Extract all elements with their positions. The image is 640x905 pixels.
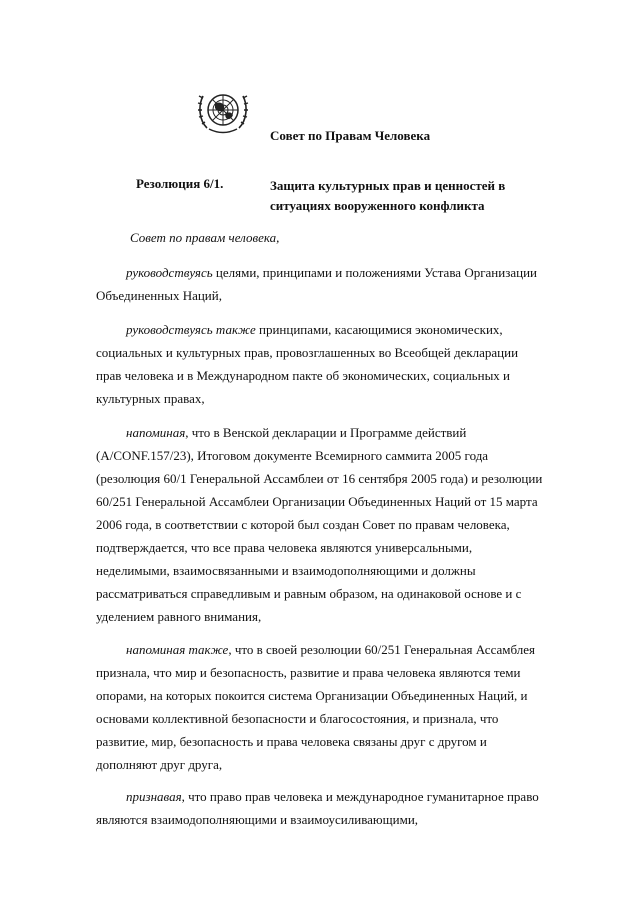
paragraph-line: являются взаимодополняющими и взаимоусиливающими, bbox=[96, 812, 419, 827]
paragraph-line: дополняют друг друга, bbox=[96, 757, 223, 772]
paragraph-lead: руководствуясь также bbox=[126, 322, 256, 337]
preamble-paragraph bbox=[96, 638, 535, 776]
paragraph-line: развитие, мир, безопасность и права человека связаны друг с другом и bbox=[96, 734, 487, 749]
paragraph-line: прав человека и в Международном пакте об экономических, социальных и bbox=[96, 368, 511, 383]
paragraph-line: подтверждается, что все права человека являются универсальными, bbox=[96, 540, 473, 555]
paragraph-lead: напоминая bbox=[126, 425, 186, 440]
paragraph-line bbox=[96, 261, 537, 284]
council-title: Совет по Правам Человека bbox=[270, 128, 431, 143]
preamble-paragraph bbox=[96, 785, 539, 831]
paragraph-line: 60/251 Генеральной Ассамблеи Организации Объединенных Наций от 15 марта bbox=[96, 494, 538, 509]
paragraph-line: признала, что мир и безопасность, развитие и права человека являются теми bbox=[96, 665, 521, 680]
paragraph-line: рассматриваться справедливым и равным образом, на одинаковой основе и с bbox=[96, 586, 522, 601]
paragraph-line: уделением равного внимания, bbox=[96, 609, 262, 624]
resolution-number: Резолюция 6/1. bbox=[136, 176, 224, 191]
paragraph-line: культурных правах, bbox=[96, 391, 205, 406]
paragraph-line: неделимыми, взаимосвязанными и взаимодополняющими и должны bbox=[96, 563, 476, 578]
paragraph-text: , что право прав человека и международное гуманитарное право bbox=[181, 789, 539, 804]
resolution-title-line: Защита культурных прав и ценностей в bbox=[270, 178, 506, 193]
paragraph-text: , что в своей резолюции 60/251 Генеральная Ассамблея bbox=[228, 642, 536, 657]
paragraph-line: (резолюция 60/1 Генеральной Ассамблеи от 16 сентября 2005 года) и резолюции bbox=[96, 471, 543, 486]
paragraph-line: опорами, на которых покоится система Организации Объединенных Наций, и bbox=[96, 688, 528, 703]
resolution-title bbox=[270, 176, 505, 216]
paragraph-line: (A/CONF.157/23), Итоговом документе Всемирного саммита 2005 года bbox=[96, 448, 489, 463]
paragraph-line bbox=[96, 638, 535, 661]
preamble-paragraph bbox=[96, 261, 537, 307]
opening-phrase: Совет по правам человека, bbox=[130, 230, 280, 245]
preamble-paragraph bbox=[96, 421, 542, 628]
paragraph-text: , что в Венской декларации и Программе действий bbox=[185, 425, 467, 440]
un-emblem-icon bbox=[193, 80, 253, 140]
paragraph-lead: руководствуясь bbox=[126, 265, 213, 280]
paragraph-line: социальных и культурных прав, провозглашенных во Всеобщей декларации bbox=[96, 345, 519, 360]
paragraph-text: принципами, касающимися экономических, bbox=[255, 322, 503, 337]
resolution-title-line: ситуациях вооруженного конфликта bbox=[270, 198, 485, 213]
paragraph-line bbox=[96, 318, 518, 341]
paragraph-line bbox=[96, 785, 539, 808]
paragraph-lead: признавая bbox=[126, 789, 182, 804]
paragraph-line: основами коллективной безопасности и благосостояния, и признала, что bbox=[96, 711, 499, 726]
paragraph-line: Объединенных Наций, bbox=[96, 288, 222, 303]
preamble-paragraph bbox=[96, 318, 518, 410]
paragraph-line: 2006 года, в соответствии с которой был создан Совет по правам человека, bbox=[96, 517, 510, 532]
paragraph-lead: напоминая также bbox=[126, 642, 229, 657]
paragraph-text: целями, принципами и положениями Устава Организации bbox=[212, 265, 537, 280]
paragraph-line bbox=[96, 421, 542, 444]
